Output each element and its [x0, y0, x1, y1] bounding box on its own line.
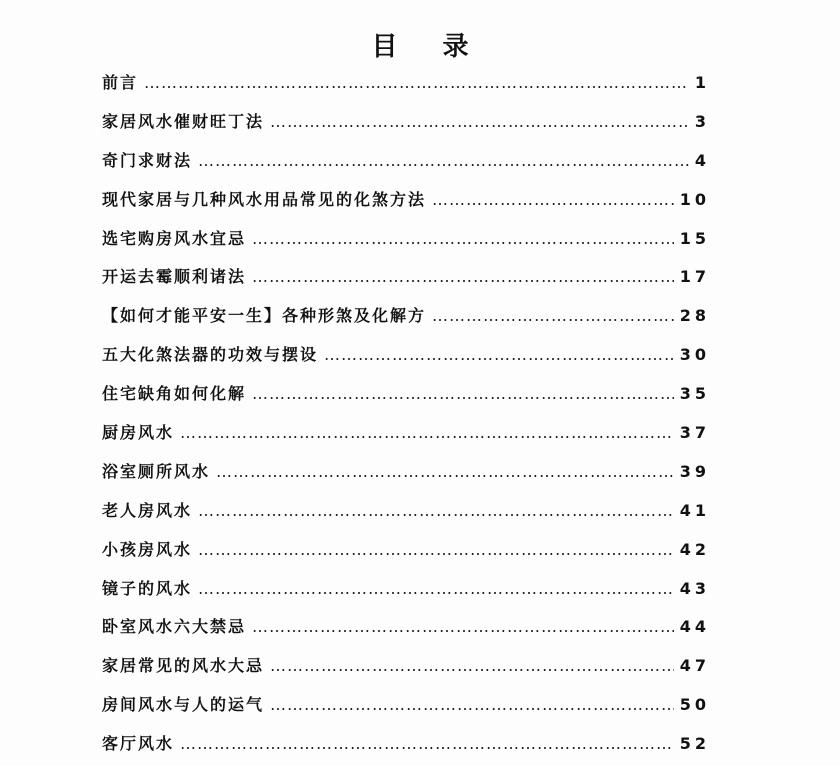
dot-leader [432, 185, 674, 215]
toc-entry-title: 奇门求财法 [102, 150, 193, 170]
toc-entry-page: 39 [679, 461, 710, 481]
toc-entry [102, 224, 710, 263]
toc-entry-title: 现代家居与几种风水用品常见的化煞方法 [102, 189, 427, 209]
dot-leader [324, 340, 674, 370]
toc-entry-page: 3 [694, 111, 710, 131]
toc-entry-page: 44 [679, 617, 710, 637]
dot-leader [252, 379, 674, 409]
dot-leader [432, 301, 674, 331]
toc-entry-page: 4 [694, 150, 710, 170]
toc-entry-page: 41 [679, 500, 710, 520]
toc-entry [102, 457, 710, 496]
toc-entry-title: 老人房风水 [102, 500, 193, 520]
toc-entry-title: 前言 [102, 73, 139, 92]
page-title: 目 录 [371, 32, 487, 62]
toc-entry-page: 47 [679, 656, 710, 676]
toc-entry [102, 651, 710, 690]
toc-entry-page: 15 [679, 228, 710, 248]
toc-entry-title: 选宅购房风水宜忌 [102, 228, 247, 248]
toc-entry-title: 小孩房风水 [102, 539, 193, 559]
toc-entry-title: 客厅风水 [102, 734, 175, 754]
dot-leader [270, 651, 674, 681]
toc-entry-page: 52 [679, 734, 710, 754]
toc-entry-title: 房间风水与人的运气 [102, 695, 265, 715]
dot-leader [198, 496, 674, 526]
toc-entry-page: 35 [679, 384, 710, 404]
toc-entry-title: 镜子的风水 [102, 578, 193, 598]
toc-entry-title: 浴室厕所风水 [102, 461, 211, 481]
toc-entry [102, 729, 710, 768]
toc-entry-page: 43 [679, 578, 710, 598]
toc-entry [102, 301, 710, 340]
toc-entry-page: 37 [679, 423, 710, 443]
dot-leader [252, 612, 674, 642]
toc-entry-title: 卧室风水六大禁忌 [102, 617, 247, 637]
dot-leader [270, 690, 674, 720]
toc-entry [102, 690, 710, 729]
table-of-contents [102, 68, 710, 768]
dot-leader [198, 574, 674, 604]
dot-leader [180, 418, 674, 448]
toc-entry-title: 家居风水催财旺丁法 [102, 111, 265, 131]
toc-entry [102, 379, 710, 418]
dot-leader [180, 729, 674, 759]
toc-entry [102, 185, 710, 224]
toc-entry-page: 1 [694, 73, 710, 92]
toc-entry [102, 146, 710, 185]
toc-entry [102, 107, 710, 146]
toc-entry-title: 【如何才能平安一生】各种形煞及化解方 [102, 306, 427, 326]
toc-entry [102, 418, 710, 457]
toc-entry [102, 262, 710, 301]
toc-entry-title: 开运去霉顺利诸法 [102, 267, 247, 287]
toc-entry-title: 住宅缺角如何化解 [102, 384, 247, 404]
toc-entry [102, 535, 710, 574]
toc-entry-title: 厨房风水 [102, 423, 175, 443]
toc-entry [102, 340, 710, 379]
dot-leader [144, 68, 689, 98]
toc-entry [102, 496, 710, 535]
toc-entry [102, 68, 710, 107]
toc-entry-title: 家居常见的风水大忌 [102, 656, 265, 676]
toc-entry [102, 612, 710, 651]
toc-entry-page: 42 [679, 539, 710, 559]
dot-leader [270, 107, 689, 137]
toc-entry-page: 10 [679, 189, 710, 209]
dot-leader [216, 457, 674, 487]
toc-entry [102, 574, 710, 613]
toc-entry-page: 17 [679, 267, 710, 287]
dot-leader [252, 224, 674, 254]
toc-entry-page: 28 [679, 306, 710, 326]
dot-leader [198, 146, 689, 176]
toc-entry-title: 五大化煞法器的功效与摆设 [102, 345, 319, 365]
dot-leader [198, 535, 674, 565]
toc-entry-page: 30 [679, 345, 710, 365]
toc-entry-page: 50 [679, 695, 710, 715]
dot-leader [252, 262, 674, 292]
